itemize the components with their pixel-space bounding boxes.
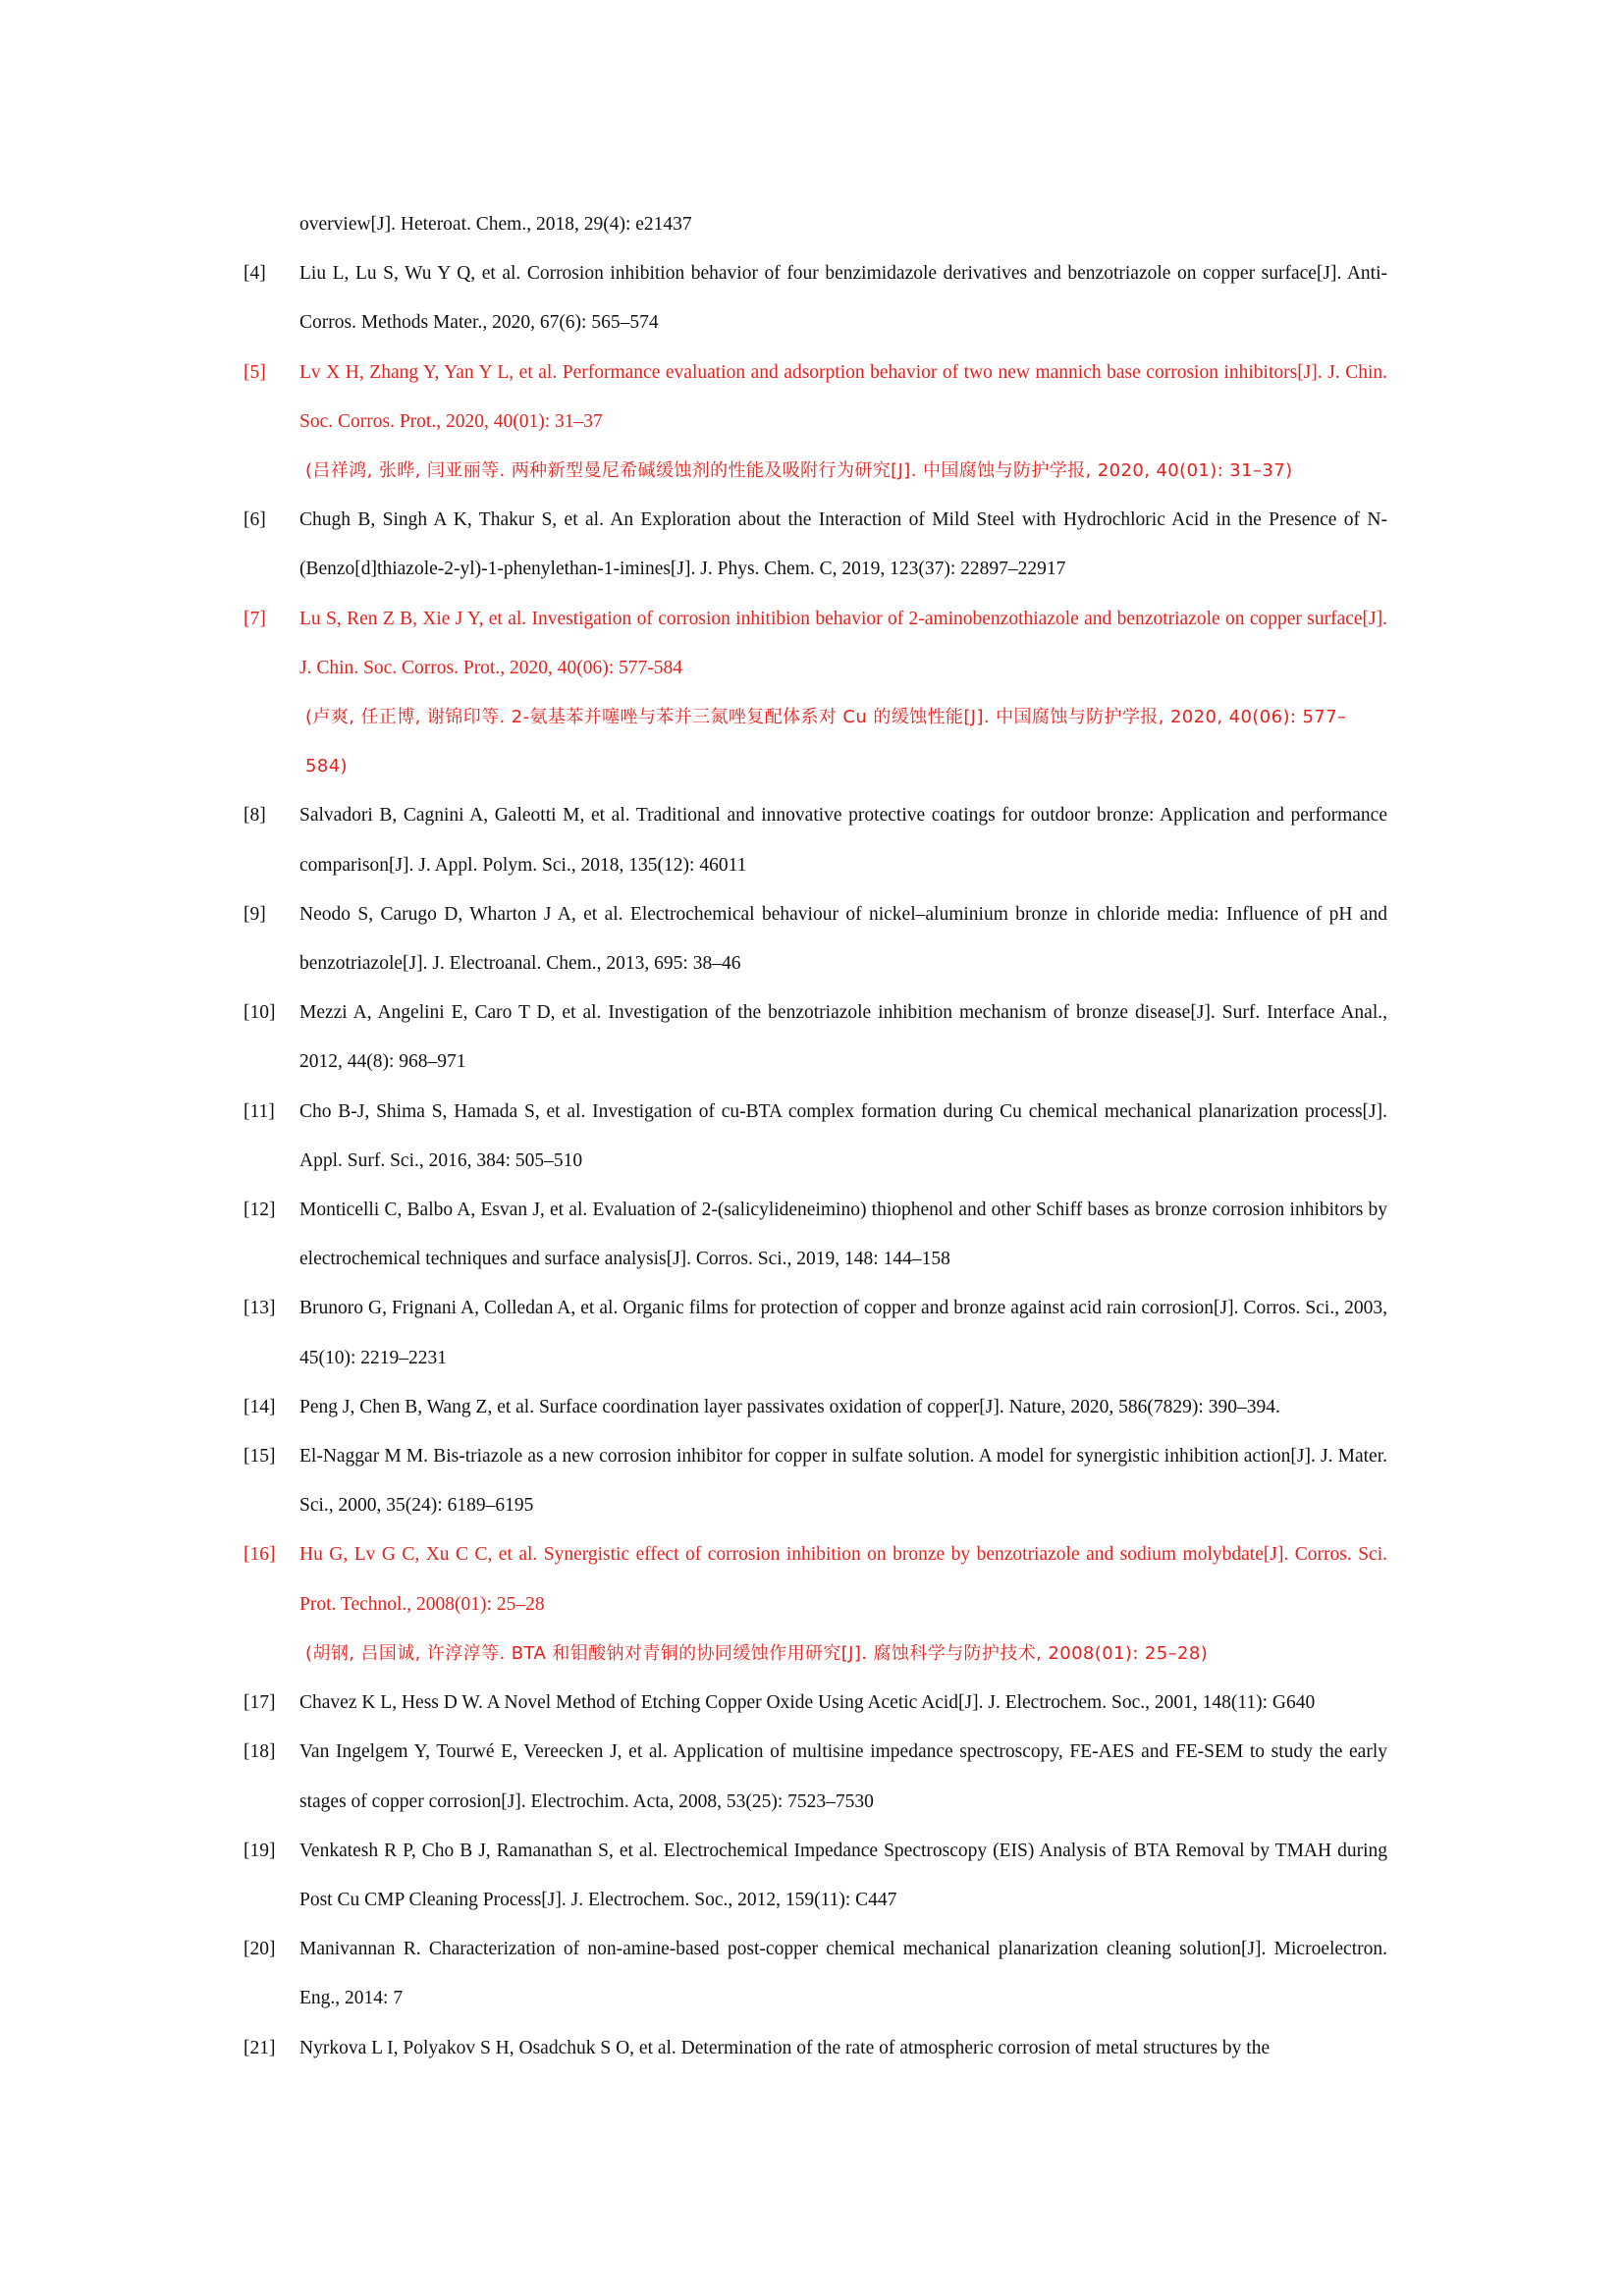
reference-number: [20] [243,1939,276,1960]
reference-number: [7] [243,608,266,629]
reference-text: Van Ingelgem Y, Tourwé E, Vereecken J, et al. Application of multisine impedance spectroscopy, FE-AES and FE-SEM to study the early stages of copper corrosion[J]. Electrochim. Acta, 2008, 53(25): 7523–7530 [299,1741,1387,1812]
reference-chinese-translation: (卢爽, 任正博, 谢锦印等. 2-氨基苯并噻唑与苯并三氮唑复配体系对 Cu 的缓蚀性能[J]. 中国腐蚀与防护学报, 2020, 40(06): 577–584) [305,707,1347,777]
reference-text: Lu S, Ren Z B, Xie J Y, et al. Investigation of corrosion inhitibion behavior of 2-aminobenzothiazole and benzotriazole on copper surface[J]. J. Chin. Soc. Corros. Prot., 2020, 40(06): 577-584 [299,608,1387,678]
reference-number: [17] [243,1692,276,1714]
reference-item [243,1186,1387,1284]
reference-text: Peng J, Chen B, Wang Z, et al. Surface coordination layer passivates oxidation of copper[J]. Nature, 2020, 586(7829): 390–394. [299,1396,1280,1417]
reference-number: [16] [243,1544,276,1566]
reference-item [243,988,1387,1087]
reference-number: [19] [243,1840,276,1861]
reference-number: [9] [243,903,266,925]
reference-text: Neodo S, Carugo D, Wharton J A, et al. Electrochemical behaviour of nickel–aluminium bronze in chloride media: Influence of pH and benzotriazole[J]. J. Electroanal. Chem., 2013, 695: 38–46 [299,903,1387,975]
reference-text: Brunoro G, Frignani A, Colledan A, et al. Organic films for protection of copper and bronze against acid rain corrosion[J]. Corros. Sci., 2003, 45(10): 2219–2231 [299,1298,1387,1368]
reference-text: Monticelli C, Balbo A, Esvan J, et al. Evaluation of 2-(salicylideneimino) thiophenol and other Schiff bases as bronze corrosion inhibitors by electrochemical techniques and surface analysis[J]. Corros. Sci., 2019, 148: 144–158 [299,1200,1387,1270]
reference-number: [21] [243,2037,276,2058]
reference-text: Manivannan R. Characterization of non-amine-based post-copper chemical mechanical planarization cleaning solution[J]. Microelectron. Eng., 2014: 7 [299,1939,1387,2009]
reference-item [243,1530,1387,1679]
reference-text: Lv X H, Zhang Y, Yan Y L, et al. Performance evaluation and adsorption behavior of two new mannich base corrosion inhibitors[J]. J. Chin. Soc. Corros. Prot., 2020, 40(01): 31–37 [299,361,1387,432]
reference-number: [6] [243,509,266,531]
reference-item [243,348,1387,497]
reference-number: [13] [243,1298,276,1319]
reference-text: Cho B-J, Shima S, Hamada S, et al. Investigation of cu-BTA complex formation during Cu chemical mechanical planarization process[J]. Appl. Surf. Sci., 2016, 384: 505–510 [299,1100,1387,1171]
reference-text: overview[J]. Heteroat. Chem., 2018, 29(4): e21437 [299,214,692,235]
reference-item [243,1383,1387,1432]
reference-number: [10] [243,1002,276,1024]
reference-number: [15] [243,1446,276,1468]
reference-number: [14] [243,1396,276,1417]
reference-number: [5] [243,361,266,383]
reference-text: Mezzi A, Angelini E, Caro T D, et al. Investigation of the benzotriazole inhibition mechanism of bronze disease[J]. Surf. Interface Anal., 2012, 44(8): 968–971 [299,1002,1387,1073]
reference-item [243,1827,1387,1925]
reference-item [243,496,1387,594]
reference-number: [11] [243,1100,275,1122]
reference-text: Nyrkova L I, Polyakov S H, Osadchuk S O, et al. Determination of the rate of atmospheric corrosion of metal structures by the [299,2037,1271,2058]
reference-number: [8] [243,805,266,827]
reference-item [243,1679,1387,1728]
reference-number: [12] [243,1200,276,1221]
reference-text: Liu L, Lu S, Wu Y Q, et al. Corrosion inhibition behavior of four benzimidazole derivatives and benzotriazole on copper surface[J]. Anti-Corros. Methods Mater., 2020, 67(6): 565–574 [299,263,1387,334]
reference-number: [4] [243,263,266,285]
reference-number: [18] [243,1741,276,1763]
reference-list [243,200,1387,2073]
reference-item [243,1432,1387,1530]
reference-item [243,595,1387,792]
reference-text: Chavez K L, Hess D W. A Novel Method of Etching Copper Oxide Using Acetic Acid[J]. J. Electrochem. Soc., 2001, 148(11): G640 [299,1692,1316,1714]
reference-item [243,1925,1387,2023]
reference-chinese-translation: (吕祥鸿, 张晔, 闫亚丽等. 两种新型曼尼希碱缓蚀剂的性能及吸附行为研究[J]. 中国腐蚀与防护学报, 2020, 40(01): 31–37) [305,460,1293,482]
reference-item [243,200,1387,249]
reference-text: Venkatesh R P, Cho B J, Ramanathan S, et al. Electrochemical Impedance Spectroscopy (EIS) Analysis of BTA Removal by TMAH during Post Cu CMP Cleaning Process[J]. J. Electrochem. Soc., 2012, 159(11): C447 [299,1840,1387,1910]
reference-text: El-Naggar M M. Bis-triazole as a new corrosion inhibitor for copper in sulfate solution. A model for synergistic inhibition action[J]. J. Mater. Sci., 2000, 35(24): 6189–6195 [299,1446,1387,1517]
reference-text: Hu G, Lv G C, Xu C C, et al. Synergistic effect of corrosion inhibition on bronze by benzotriazole and sodium molybdate[J]. Corros. Sci. Prot. Technol., 2008(01): 25–28 [299,1544,1387,1615]
reference-text: Chugh B, Singh A K, Thakur S, et al. An Exploration about the Interaction of Mild Steel with Hydrochloric Acid in the Presence of N-(Benzo[d]thiazole-2-yl)-1-phenylethan-1-imines[J]. J. Phys. Chem. C, 2019, 123(37): 22897–22917 [299,509,1387,580]
reference-item [243,249,1387,347]
reference-item [243,1088,1387,1186]
reference-item [243,890,1387,988]
reference-item [243,791,1387,889]
reference-item [243,1728,1387,1826]
reference-item [243,2024,1387,2073]
reference-item [243,1284,1387,1382]
reference-text: Salvadori B, Cagnini A, Galeotti M, et al. Traditional and innovative protective coatings for outdoor bronze: Application and performance comparison[J]. J. Appl. Polym. Sci., 2018, 135(12): 46011 [299,805,1387,876]
reference-chinese-translation: (胡钢, 吕国诚, 许淳淳等. BTA 和钼酸钠对青铜的协同缓蚀作用研究[J]. 腐蚀科学与防护技术, 2008(01): 25–28) [305,1642,1209,1664]
